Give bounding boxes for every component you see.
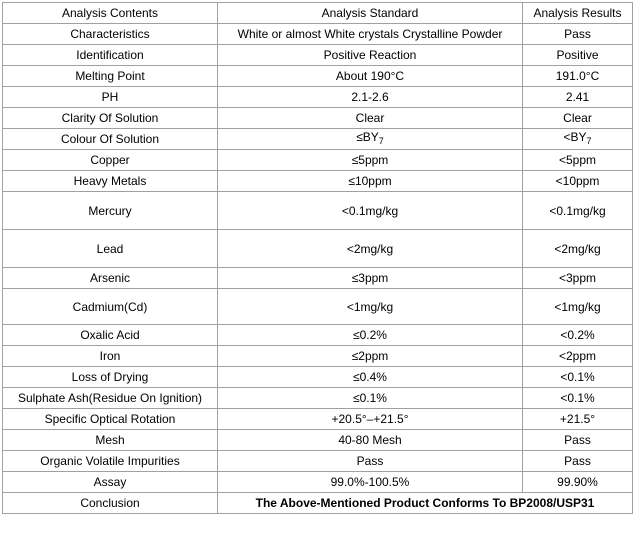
table-row (3, 430, 633, 451)
standard-subscript: 7 (378, 136, 384, 146)
cell-item: Arsenic (3, 268, 218, 289)
cell-item: Cadmium(Cd) (3, 289, 218, 325)
cell-item: PH (3, 87, 218, 108)
cell-standard (218, 129, 523, 150)
table-row (3, 388, 633, 409)
cell-standard: Pass (218, 451, 523, 472)
cell-standard: <0.1mg/kg (218, 192, 523, 230)
cell-result: Pass (523, 430, 633, 451)
cell-standard: ≤5ppm (218, 150, 523, 171)
cell-result: <2mg/kg (523, 230, 633, 268)
result-text: <BY (563, 130, 587, 144)
cell-item: Mesh (3, 430, 218, 451)
header-analysis-results: Analysis Results (523, 3, 633, 24)
conclusion-text: The Above-Mentioned Product Conforms To BP2008/USP31 (218, 493, 633, 514)
table-row (3, 45, 633, 66)
cell-standard: Clear (218, 108, 523, 129)
table-row (3, 230, 633, 268)
cell-item: Iron (3, 346, 218, 367)
table-header-row (3, 3, 633, 24)
cell-result: Pass (523, 24, 633, 45)
cell-result: <1mg/kg (523, 289, 633, 325)
cell-item: Melting Point (3, 66, 218, 87)
cell-result: 2.41 (523, 87, 633, 108)
cell-result: <10ppm (523, 171, 633, 192)
cell-standard: ≤10ppm (218, 171, 523, 192)
standard-text: ≤BY (356, 130, 379, 144)
cell-result: +21.5° (523, 409, 633, 430)
table-row (3, 289, 633, 325)
cell-item: Identification (3, 45, 218, 66)
table-row (3, 451, 633, 472)
cell-standard: ≤3ppm (218, 268, 523, 289)
header-analysis-standard: Analysis Standard (218, 3, 523, 24)
analysis-table (2, 2, 633, 514)
cell-result: <0.2% (523, 325, 633, 346)
header-analysis-contents: Analysis Contents (3, 3, 218, 24)
cell-result: <5ppm (523, 150, 633, 171)
conclusion-label: Conclusion (3, 493, 218, 514)
cell-standard: 99.0%-100.5% (218, 472, 523, 493)
table-row (3, 367, 633, 388)
cell-standard: <2mg/kg (218, 230, 523, 268)
table-row (3, 108, 633, 129)
cell-item: Characteristics (3, 24, 218, 45)
cell-standard: <1mg/kg (218, 289, 523, 325)
table-row (3, 87, 633, 108)
cell-standard: White or almost White crystals Crystalline Powder (218, 24, 523, 45)
cell-standard: Positive Reaction (218, 45, 523, 66)
cell-item: Sulphate Ash(Residue On Ignition) (3, 388, 218, 409)
cell-item: Specific Optical Rotation (3, 409, 218, 430)
cell-result: <0.1mg/kg (523, 192, 633, 230)
cell-standard: 40-80 Mesh (218, 430, 523, 451)
cell-item: Loss of Drying (3, 367, 218, 388)
table-row (3, 171, 633, 192)
cell-item: Assay (3, 472, 218, 493)
cell-result: 191.0°C (523, 66, 633, 87)
cell-item: Colour Of Solution (3, 129, 218, 150)
table-row (3, 192, 633, 230)
table-row (3, 150, 633, 171)
cell-standard: ≤0.1% (218, 388, 523, 409)
cell-item: Clarity Of Solution (3, 108, 218, 129)
table-row (3, 325, 633, 346)
cell-item: Organic Volatile Impurities (3, 451, 218, 472)
cell-result: Clear (523, 108, 633, 129)
table-row (3, 66, 633, 87)
table-row (3, 24, 633, 45)
cell-standard: ≤0.2% (218, 325, 523, 346)
cell-result: <3ppm (523, 268, 633, 289)
table-row (3, 129, 633, 150)
cell-standard: +20.5°–+21.5° (218, 409, 523, 430)
table-row (3, 409, 633, 430)
cell-item: Oxalic Acid (3, 325, 218, 346)
cell-standard: About 190°C (218, 66, 523, 87)
conclusion-row (3, 493, 633, 514)
cell-result: <0.1% (523, 388, 633, 409)
cell-result (523, 129, 633, 150)
cell-item: Mercury (3, 192, 218, 230)
cell-standard: 2.1-2.6 (218, 87, 523, 108)
table-row (3, 346, 633, 367)
cell-item: Heavy Metals (3, 171, 218, 192)
cell-result: <0.1% (523, 367, 633, 388)
cell-item: Lead (3, 230, 218, 268)
table-row (3, 472, 633, 493)
cell-standard: ≤2ppm (218, 346, 523, 367)
cell-result: Pass (523, 451, 633, 472)
cell-item: Copper (3, 150, 218, 171)
cell-result: Positive (523, 45, 633, 66)
cell-result: <2ppm (523, 346, 633, 367)
table-row (3, 268, 633, 289)
cell-standard: ≤0.4% (218, 367, 523, 388)
cell-result: 99.90% (523, 472, 633, 493)
result-subscript: 7 (586, 136, 592, 146)
